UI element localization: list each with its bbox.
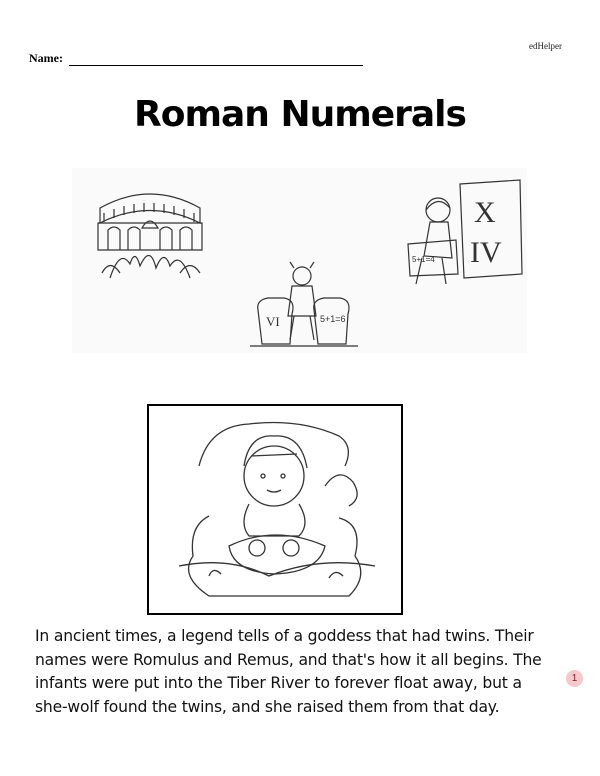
name-field-row [29,51,363,66]
story-line: In ancient times, a legend tells of a goddess that had twins. Their [35,627,534,645]
faun-jars-clipart [250,260,360,350]
numeral-iv: IV [470,236,502,269]
numeral-sign-clipart [402,176,527,291]
legend-illustration-frame [147,404,403,615]
story-line: infants were put into the Tiber River to forever float away, but a [35,674,522,692]
story-paragraph [35,625,555,719]
name-label: Name: [29,51,63,65]
romulus-remus-illustration [149,406,401,613]
story-line: names were Romulus and Remus, and that's how it all begins. The [35,650,542,669]
brand-label: edHelper [529,41,562,51]
story-line: she-wolf found the twins, and she raised them from that day. [35,697,500,716]
colosseum-clipart [90,178,210,283]
page-title: Roman Numerals [134,94,466,135]
jar-left-numeral: VI [266,314,280,329]
jar-right-sum: 5+1=6 [320,314,346,324]
numeral-x: X [474,196,496,229]
name-line[interactable] [69,54,363,66]
page-number-badge: 1 [566,670,583,687]
clipart-strip [72,168,527,353]
sign-sum: 5+1=4 [412,255,435,264]
